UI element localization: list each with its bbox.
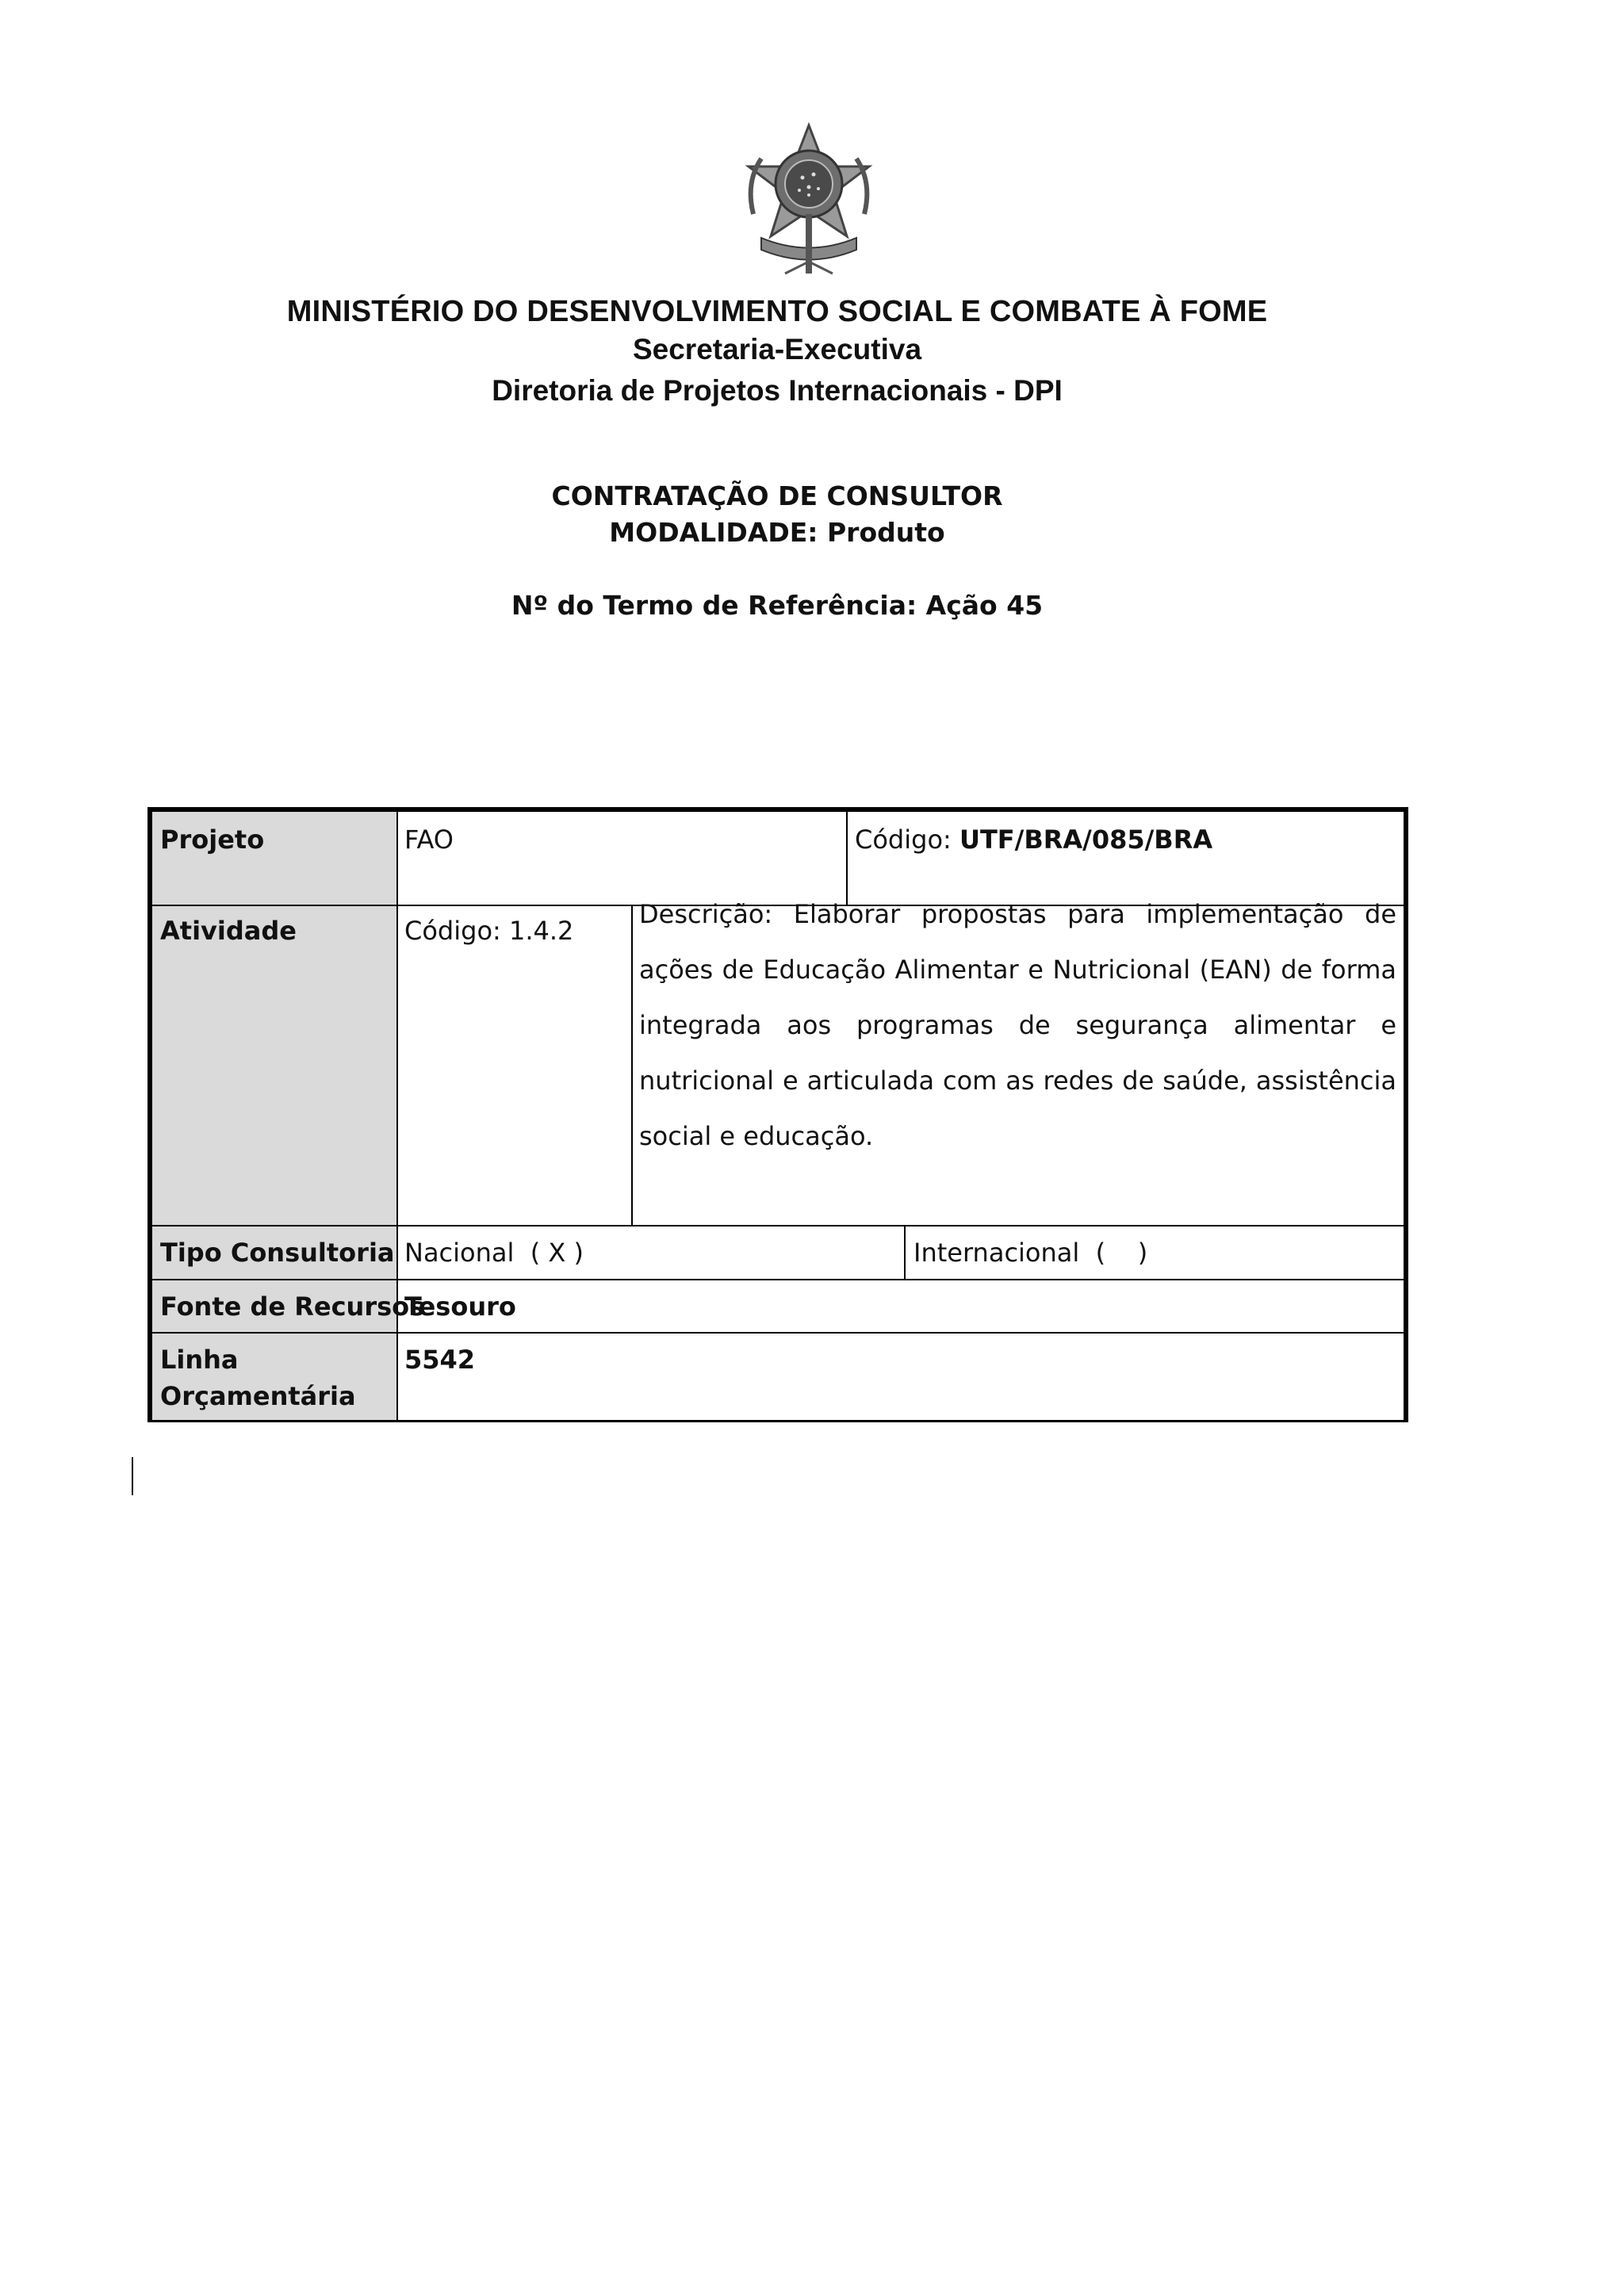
grid-line xyxy=(152,1332,1404,1334)
text-cursor xyxy=(132,1457,133,1495)
project-info-table xyxy=(147,807,1408,1422)
grid-line xyxy=(152,1225,1404,1226)
grid-line xyxy=(152,1279,1404,1280)
codigo-cell xyxy=(855,825,1212,855)
atividade-codigo: Código: 1.4.2 xyxy=(404,916,574,946)
linha-label-line1: Linha xyxy=(160,1345,239,1375)
coat-of-arms-emblem xyxy=(730,119,888,281)
internacional-option: Internacional ( ) xyxy=(914,1238,1148,1268)
codigo-prefix: Código: xyxy=(855,825,959,855)
codigo-value: UTF/BRA/085/BRA xyxy=(959,825,1213,855)
modalidade-heading: MODALIDADE: Produto xyxy=(609,517,945,548)
linha-orcamentaria-value: 5542 xyxy=(404,1345,476,1375)
grid-line xyxy=(396,812,398,1420)
grid-line xyxy=(904,1225,906,1279)
secretaria-title: Secretaria-Executiva xyxy=(632,333,922,365)
projeto-label: Projeto xyxy=(160,825,265,855)
contratacao-heading: CONTRATAÇÃO DE CONSULTOR xyxy=(551,480,1003,511)
tipo-consultoria-label: Tipo Consultoria xyxy=(160,1238,395,1268)
fonte-recursos-value: Tesouro xyxy=(404,1292,516,1322)
fonte-recursos-label: Fonte de Recursos xyxy=(160,1292,425,1322)
linha-label-line2: Orçamentária xyxy=(160,1381,356,1411)
grid-line xyxy=(631,905,633,1225)
termo-referencia-heading: Nº do Termo de Referência: Ação 45 xyxy=(511,590,1044,621)
diretoria-title: Diretoria de Projetos Internacionais - DPI xyxy=(492,374,1063,407)
ministry-title: MINISTÉRIO DO DESENVOLVIMENTO SOCIAL E COMBATE À FOME xyxy=(286,295,1268,328)
projeto-value: FAO xyxy=(404,825,454,855)
atividade-descricao: Descrição: Elaborar propostas para implementação de ações de Educação Alimentar e Nutricional (EAN) de forma integrada aos programas de segurança alimentar e nutricional e articulada com as redes de saúde, assistência social e educação. xyxy=(639,899,1396,1151)
atividade-label: Atividade xyxy=(160,916,297,946)
nacional-option: Nacional ( X ) xyxy=(404,1238,584,1268)
label-column xyxy=(152,812,396,1420)
